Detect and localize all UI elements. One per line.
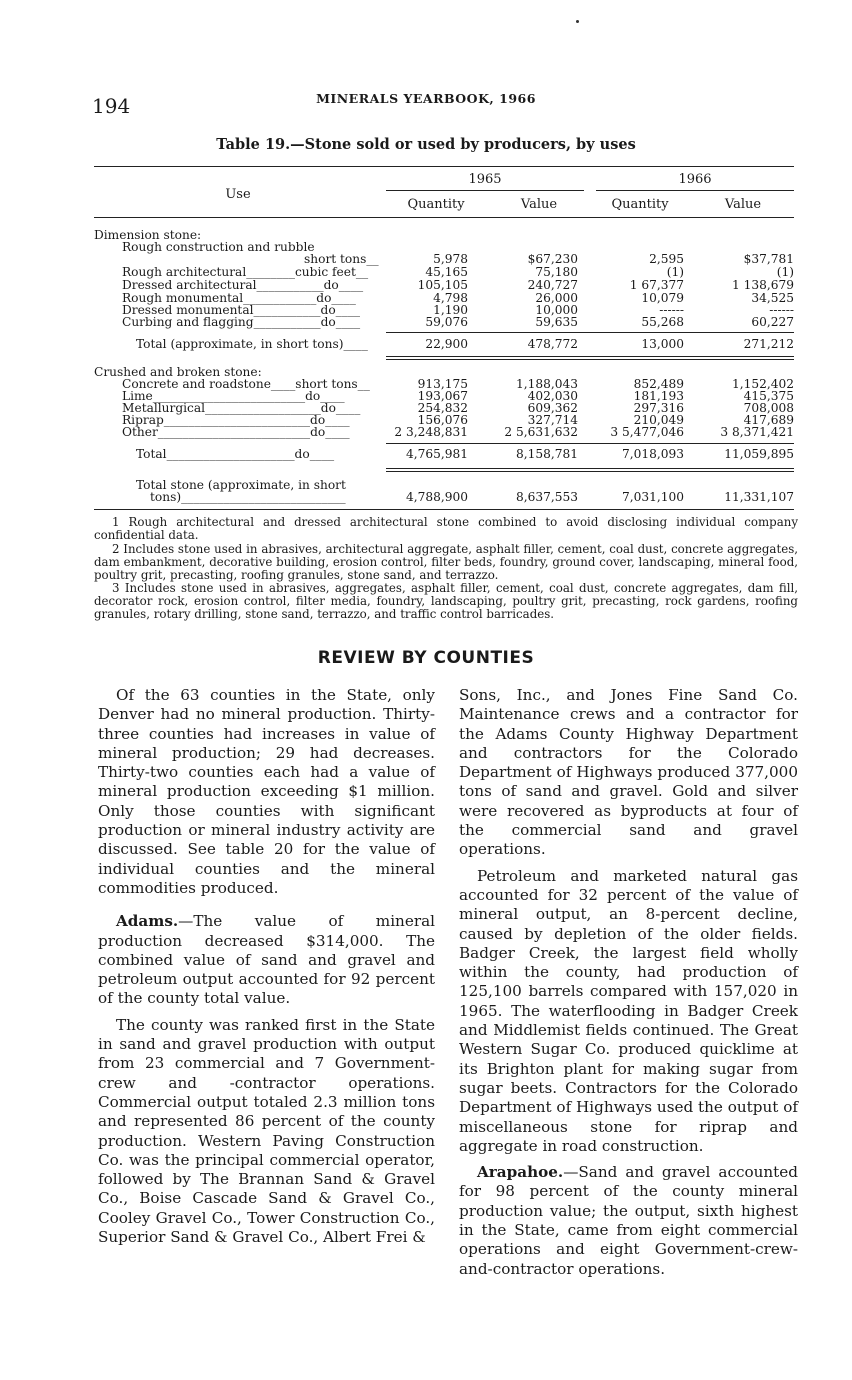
cell: 271,212 [743, 337, 794, 351]
cell: $67,230 [527, 252, 578, 266]
cell: 181,193 [633, 389, 684, 403]
footnote-3: 3 Includes stone used in abrasives, aggregates, asphalt filler, cement, coal dust, concrete aggregates, dam fill, decorator rock, erosion control, filter media, foundry, landscaping, poultry grit, precasting, rock gardens, roofing granules, rotary drilling, stone sand, terrazzo, and traffic control barricades. [94, 581, 798, 621]
table-title: Table 19.—Stone sold or used by producers, by uses [216, 136, 636, 153]
double-rule [386, 356, 794, 357]
footnote-1: 1 Rough architectural and dressed architectural stone combined to avoid disclosing individual company confidential data. [94, 515, 798, 542]
cell: 852,489 [633, 377, 684, 391]
cell: 913,175 [417, 377, 468, 391]
cell: 478,772 [527, 337, 578, 351]
cell: 254,832 [417, 401, 468, 415]
cell: 2 5,631,632 [504, 425, 578, 439]
use-header: Use [225, 187, 251, 202]
row-label: Riprap________________________do____ [122, 413, 350, 427]
table-top-rule [94, 166, 794, 167]
cell: 4,788,900 [405, 490, 468, 504]
row-label: Rough construction and rubble [122, 240, 315, 254]
paragraph: Of the 63 counties in the State, only Denver had no mineral production. Thirty-three counties had increases in value of mineral production; 29 had decreases. Thirty-two counties each had a value of mineral production exceeding $1 million. Only those counties with significant production or mineral industry activity are discussed. See table 20 for the value of individual counties and the mineral commodities produced. [98, 686, 435, 897]
footnote-2: 2 Includes stone used in abrasives, architectural aggregate, asphalt filler, cement, coal dust, concrete aggregates, dam embankment, decorative building, erosion control, filter beds, foundry, ground cover, landscaping, mineral food, poultry grit, precasting, roofing granules, stone sand, and terrazzo. [94, 542, 798, 582]
cell: 1 138,679 [731, 278, 794, 292]
cell: 8,637,553 [515, 490, 578, 504]
year-1966-header: 1966 [678, 172, 712, 187]
county-name: Arapahoe. [477, 1163, 564, 1182]
paragraph [98, 912, 435, 1008]
cell: 240,727 [527, 278, 578, 292]
cell: 417,689 [743, 413, 794, 427]
paragraph: Sons, Inc., and Jones Fine Sand Co. Maintenance crews and a contractor for the Adams County Highway Department and contractors for the Colorado Department of Highways produced 377,000 tons of sand and gravel. Gold and silver were recovered as byproducts at four of the commercial sand and gravel operations. [459, 686, 798, 859]
table-row [94, 447, 798, 461]
page-number: 194 [92, 94, 131, 118]
cell: 26,000 [535, 291, 578, 305]
cell: 11,331,107 [724, 490, 794, 504]
table-row [94, 425, 798, 439]
cell: $37,781 [743, 252, 794, 266]
cell: 45,165 [425, 265, 468, 279]
cell: (1) [666, 265, 684, 279]
cell: 2 3,248,831 [394, 425, 468, 439]
cell: 7,031,100 [621, 490, 684, 504]
cell: 10,079 [641, 291, 684, 305]
cell: 7,018,093 [621, 447, 684, 461]
cell: 3 8,371,421 [720, 425, 794, 439]
row-label: Total (approximate, in short tons)____ [136, 337, 368, 351]
right-column [459, 686, 798, 1286]
year-underline-1965 [386, 190, 584, 191]
paragraph [459, 1163, 798, 1279]
cell: 1,152,402 [731, 377, 794, 391]
row-label: Total_____________________do____ [136, 447, 335, 461]
row-label: short tons__ [304, 252, 379, 266]
cell: 1,188,043 [515, 377, 578, 391]
subtotal-rule [386, 443, 794, 444]
county-name: Adams. [116, 912, 179, 931]
cell: 2,595 [649, 252, 684, 266]
double-rule [386, 468, 794, 469]
table-row [94, 337, 798, 351]
cell: 297,316 [633, 401, 684, 415]
running-head: MINERALS YEARBOOK, 1966 [316, 91, 536, 106]
cell: 1 67,377 [629, 278, 684, 292]
cell: 708,008 [743, 401, 794, 415]
row-label: Rough monumental____________do____ [122, 291, 356, 305]
value-header-1965: Value [520, 197, 558, 212]
row-label: Other_________________________do____ [122, 425, 350, 439]
cell: 34,525 [751, 291, 794, 305]
cell: 13,000 [641, 337, 684, 351]
row-label: Dimension stone: [94, 228, 202, 242]
year-underline-1966 [596, 190, 794, 191]
cell: ------ [659, 303, 684, 317]
row-label: tons)___________________________ [150, 490, 346, 504]
cell: 3 5,477,046 [610, 425, 684, 439]
cell: 10,000 [535, 303, 578, 317]
cell: 210,049 [633, 413, 684, 427]
cell: 4,765,981 [405, 447, 468, 461]
cell: 327,714 [527, 413, 578, 427]
cell: 75,180 [535, 265, 578, 279]
row-label: Dressed monumental___________do____ [122, 303, 361, 317]
row-label: Concrete and roadstone____short tons__ [122, 377, 370, 391]
row-label: Curbing and flagging___________do____ [122, 315, 361, 329]
cell: 59,076 [425, 315, 468, 329]
subtotal-rule [386, 332, 794, 333]
cell: 1,190 [433, 303, 468, 317]
row-label: Dressed architectural___________do____ [122, 278, 364, 292]
cell: 55,268 [641, 315, 684, 329]
paragraph: Petroleum and marketed natural gas accounted for 32 percent of the value of mineral output, an 8-percent decline, caused by depletion of the older fields. Badger Creek, the largest field wholly within the county, had production of 125,100 barrels compared with 157,020 in 1965. The waterflooding in Badger Creek and Middlemist fields continued. The Great Western Sugar Co. produced quicklime at its Brighton plant for making sugar from sugar beets. Contractors for the Colorado Department of Highways used the output of miscellaneous stone for riprap and aggregate in road construction. [459, 866, 798, 1155]
cell: 105,105 [417, 278, 468, 292]
cell: ------ [769, 303, 794, 317]
table-row [94, 278, 798, 292]
cell: 11,059,895 [724, 447, 794, 461]
quantity-header-1966: Quantity [611, 197, 669, 212]
section-title: REVIEW BY COUNTIES [317, 648, 535, 668]
table-row [94, 315, 798, 329]
table-bottom-rule [94, 509, 794, 510]
year-1965-header: 1965 [468, 172, 502, 187]
cell: 415,375 [743, 389, 794, 403]
speck [576, 20, 579, 23]
table-row [94, 490, 798, 504]
double-rule [386, 359, 794, 360]
paragraph-text: —Sand and gravel accounted for 98 percent of the county mineral production value; the output, sixth highest in the State, came from eight commercial operations and eight Government-crew-and-contractor operations. [459, 1163, 798, 1278]
left-column [98, 686, 435, 1254]
cell: 402,030 [527, 389, 578, 403]
paragraph-text: —The value of mineral production decreased $314,000. The combined value of sand and gravel and petroleum output accounted for 92 percent of the county total value. [98, 912, 435, 1008]
paragraph: The county was ranked first in the State in sand and gravel production with output from 23 commercial and 7 Government-crew and -contractor operations. Commercial output totaled 2.3 million tons and represented 86 percent of the county production. Western Paving Construction Co. was the principal commercial operator, followed by The Brannan Sand & Gravel Co., Boise Cascade Sand & Gravel Co., Cooley Gravel Co., Tower Construction Co., Superior Sand & Gravel Co., Albert Frei & [98, 1015, 435, 1247]
value-header-1966: Value [724, 197, 762, 212]
row-label: Metallurgical___________________do____ [122, 401, 361, 415]
row-label: Rough architectural________cubic feet__ [122, 265, 369, 279]
cell: 193,067 [417, 389, 468, 403]
table-row [94, 252, 798, 266]
row-label: Total stone (approximate, in short [136, 478, 346, 492]
cell: 59,635 [535, 315, 578, 329]
cell: 4,798 [433, 291, 468, 305]
header-bottom-rule [94, 217, 794, 218]
cell: 8,158,781 [515, 447, 578, 461]
table-row [94, 265, 798, 279]
cell: 609,362 [527, 401, 578, 415]
quantity-header-1965: Quantity [407, 197, 465, 212]
cell: (1) [776, 265, 794, 279]
double-rule [386, 471, 794, 472]
row-label: Crushed and broken stone: [94, 365, 262, 379]
row-label: Lime_________________________do____ [122, 389, 345, 403]
cell: 156,076 [417, 413, 468, 427]
cell: 60,227 [751, 315, 794, 329]
cell: 5,978 [433, 252, 468, 266]
cell: 22,900 [425, 337, 468, 351]
